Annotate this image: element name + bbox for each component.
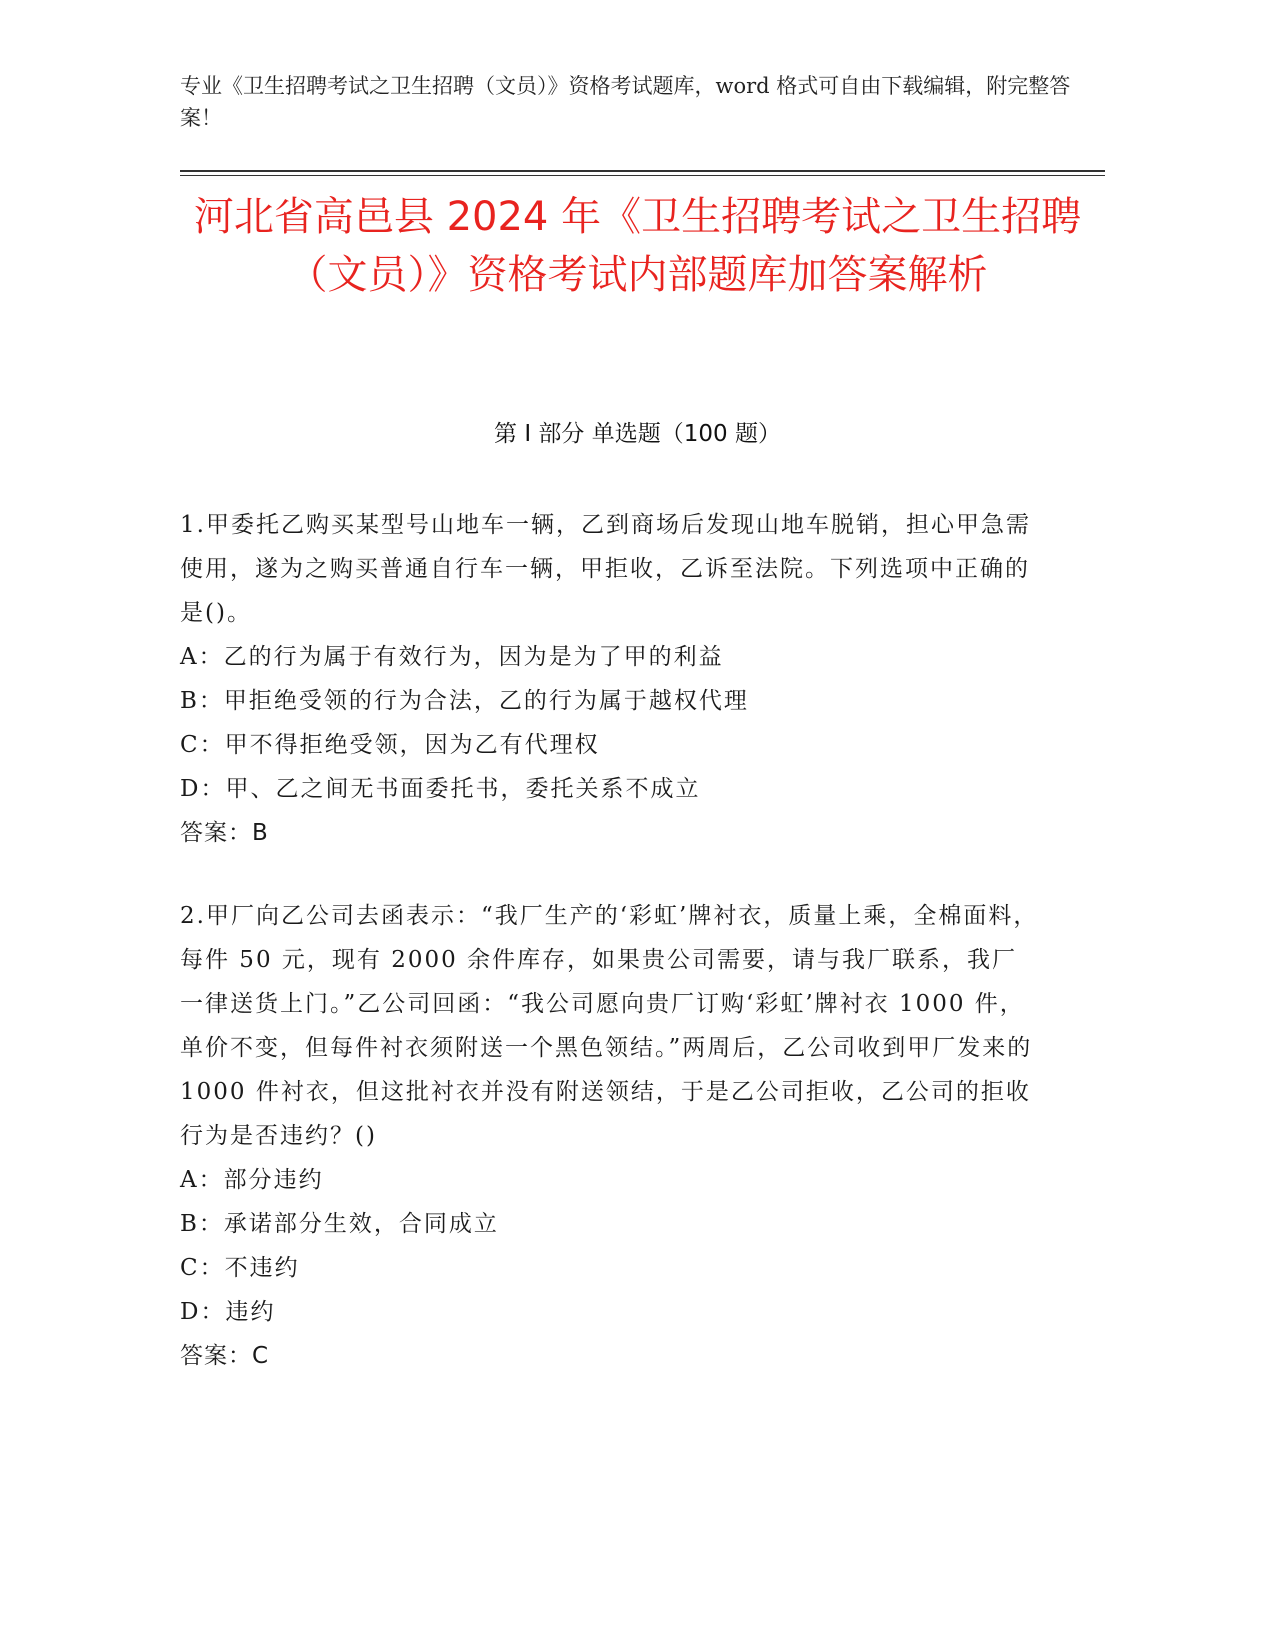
option-b: B：甲拒绝受领的行为合法，乙的行为属于越权代理 bbox=[180, 688, 749, 714]
header-divider-thick bbox=[180, 170, 1105, 172]
option-b: B：承诺部分生效，合同成立 bbox=[180, 1211, 499, 1237]
option-c: C：不违约 bbox=[180, 1255, 300, 1281]
answer-text: 答案：B bbox=[180, 820, 269, 846]
question-stem: 1.甲委托乙购买某型号山地车一辆，乙到商场后发现山地车脱销，担心甲急需使用，遂为之购买普通自行车一辆，甲拒收，乙诉至法院。下列选项中正确的是()。 bbox=[180, 512, 1031, 626]
option-d: D：违约 bbox=[180, 1299, 276, 1325]
section-heading: 第 I 部分 单选题（100 题） bbox=[494, 421, 781, 447]
header-divider-thin bbox=[180, 175, 1105, 176]
question-block bbox=[180, 894, 1040, 1378]
option-a: A：部分违约 bbox=[180, 1167, 324, 1193]
question-stem: 2.甲厂向乙公司去函表示：“我厂生产的‘彩虹’牌衬衣，质量上乘，全棉面料，每件 50 元，现有 2000 余件库存，如果贵公司需要，请与我厂联系，我厂一律送货上门。”乙公司回函：“我公司愿向贵厂订购‘彩虹’牌衬衣 1000 件，单价不变，但每件衬衣须附送一个黑色领结。”两周后，乙公司收到甲厂发来的 1000 件衬衣，但这批衬衣并没有附送领结，于是乙公司拒收，乙公司的拒收行为是否违约？() bbox=[180, 903, 1039, 1149]
header-note: 专业《卫生招聘考试之卫生招聘（文员）》资格考试题库，word 格式可自由下载编辑，附完整答案！ bbox=[180, 74, 1071, 130]
option-d: D：甲、乙之间无书面委托书，委托关系不成立 bbox=[180, 776, 701, 802]
option-a: A：乙的行为属于有效行为，因为是为了甲的利益 bbox=[180, 644, 724, 670]
answer-text: 答案：C bbox=[180, 1343, 270, 1369]
document-title: 河北省高邑县 2024 年《卫生招聘考试之卫生招聘（文员）》资格考试内部题库加答案解析 bbox=[193, 194, 1082, 298]
question-block bbox=[180, 503, 1040, 855]
option-c: C：甲不得拒绝受领，因为乙有代理权 bbox=[180, 732, 600, 758]
